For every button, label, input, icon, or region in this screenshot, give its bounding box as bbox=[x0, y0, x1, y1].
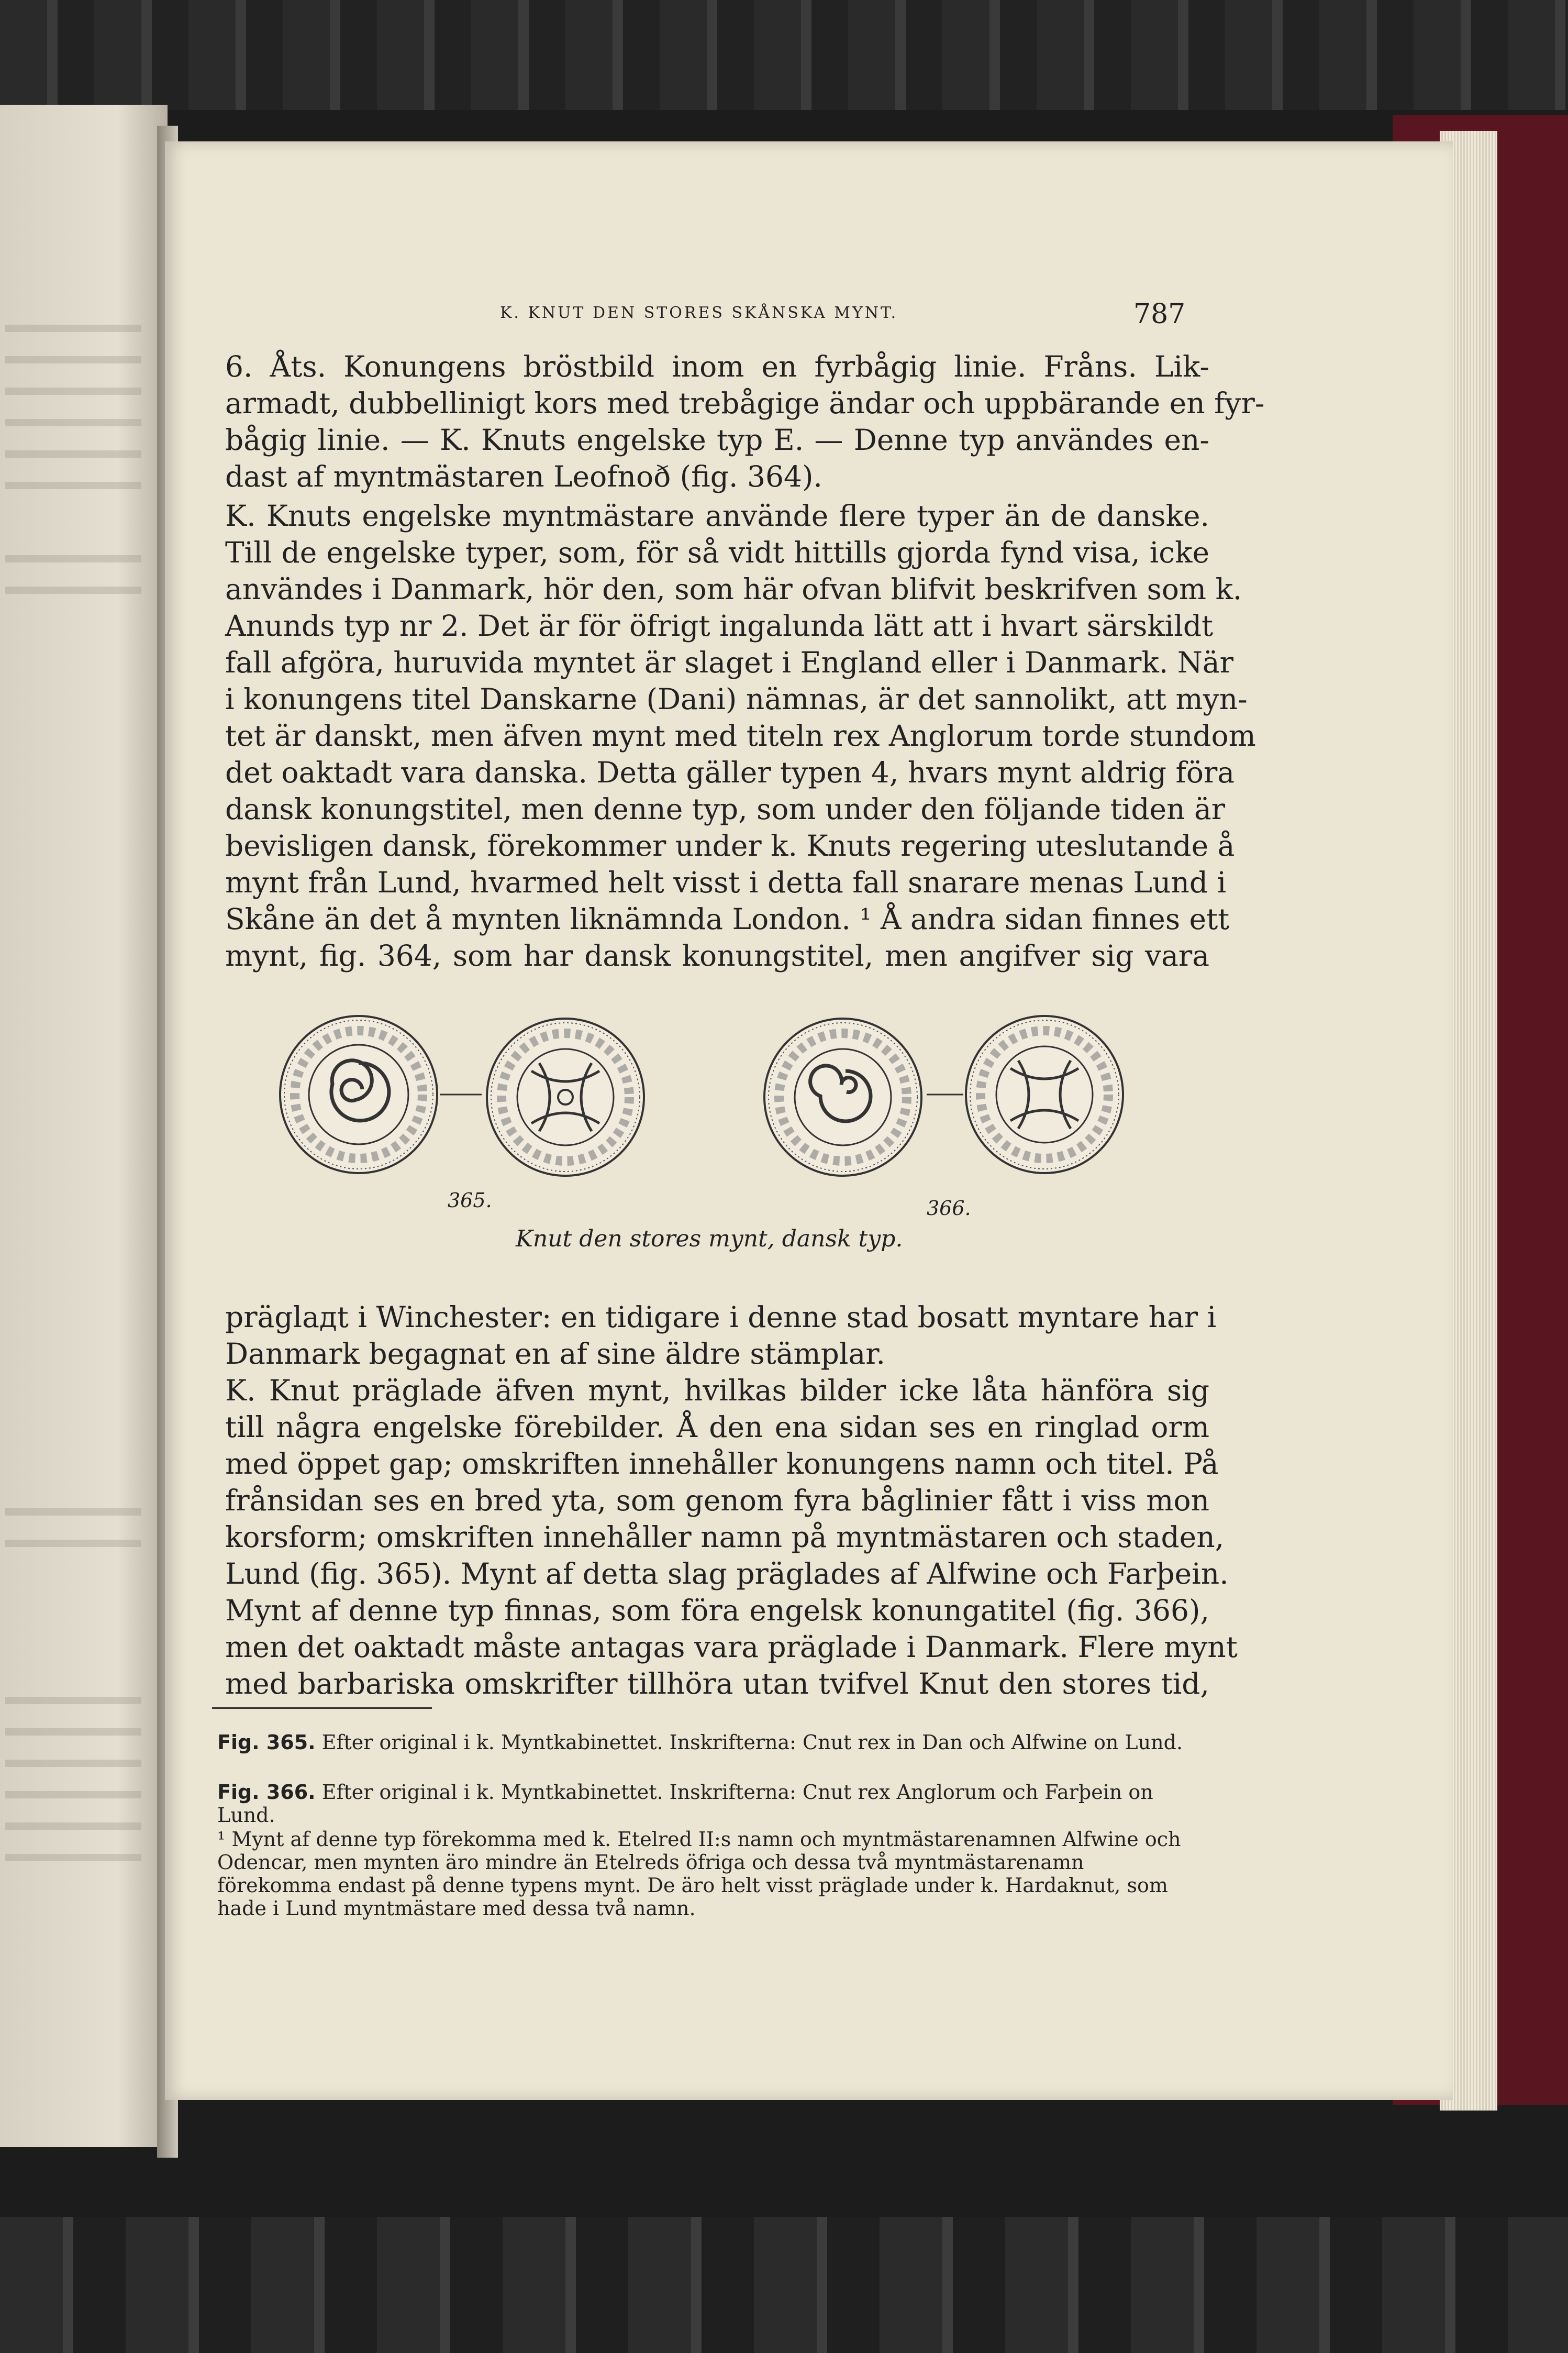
scanner-top-band bbox=[0, 0, 1568, 110]
coin-366-connector bbox=[927, 1089, 963, 1100]
text-line: det oaktadt vara danska. Detta gäller typen 4, hvars mynt aldrig föra bbox=[225, 756, 1235, 789]
paragraph-6 bbox=[225, 348, 1265, 495]
text-line: Lund (fig. 365). Mynt af detta slag präglades af Alfwine och Farþein. bbox=[225, 1557, 1229, 1590]
paragraph-typer bbox=[225, 498, 1256, 974]
text-line: bevisligen dansk, förekommer under k. Knuts regering uteslutande å bbox=[225, 829, 1235, 863]
text-line: korsform; omskriften innehåller namn på myntmästaren och staden, bbox=[225, 1520, 1225, 1554]
text-line: mynt, fig. 364, som har dansk konungstitel, men angifver sig vara bbox=[225, 939, 1209, 973]
footnote-text: Efter original i k. Myntkabinettet. Inskrifterna: Cnut rex in Dan och Alfwine on Lund. bbox=[321, 1731, 1183, 1754]
text-line: men det oaktadt måste antagas vara präglade i Danmark. Flere mynt bbox=[225, 1630, 1238, 1664]
running-header: K. KNUT DEN STORES SKÅNSKA MYNT. bbox=[500, 304, 898, 322]
text-line: dast af myntmästaren Leofnoð (fig. 364). bbox=[225, 460, 822, 493]
text-line: 6. Åts. Konungens bröstbild inom en fyrbågig linie. Fråns. Lik- bbox=[225, 350, 1209, 383]
footnote-fig-366 bbox=[217, 1781, 1191, 1827]
page-number: 787 bbox=[1133, 299, 1186, 330]
paragraph-winchester bbox=[225, 1299, 1217, 1372]
coin-366-obverse bbox=[759, 1013, 927, 1181]
text-line: mynt från Lund, hvarmed helt visst i detta fall snarare menas Lund i bbox=[225, 866, 1227, 899]
figure-366-label: 366. bbox=[927, 1197, 971, 1220]
text-line: fall afgöra, huruvida myntet är slaget i England eller i Danmark. När bbox=[225, 646, 1233, 679]
coin-365-reverse bbox=[482, 1013, 649, 1181]
footnote-label: Fig. 365. bbox=[217, 1731, 316, 1754]
coin-366-reverse bbox=[961, 1011, 1128, 1178]
text-line: dansk konungstitel, men denne typ, som under den följande tiden är bbox=[225, 792, 1226, 826]
scanner-bottom-band bbox=[0, 2217, 1568, 2353]
text-line: Anunds typ nr 2. Det är för öfrigt ingalunda lätt att i hvart särskildt bbox=[225, 609, 1214, 643]
text-line: i konungens titel Danskarne (Dani) nämnas, är det sannolikt, att myn- bbox=[225, 682, 1248, 716]
footnote-fig-365 bbox=[217, 1731, 1191, 1754]
text-line: till några engelske förebilder. Å den ena sidan ses en ringlad orm bbox=[225, 1410, 1209, 1444]
text-line: präglадt i Winchester: en tidigare i denne stad bosatt myntare har i bbox=[225, 1300, 1217, 1334]
text-line: Danmark begagnat en af sine äldre stämplar. bbox=[225, 1337, 885, 1371]
coin-365-connector bbox=[440, 1089, 482, 1100]
text-line: med öppet gap; omskriften innehåller konungens namn och titel. På bbox=[225, 1447, 1219, 1481]
facing-page bbox=[0, 105, 168, 2147]
footnote-mark: ¹ bbox=[217, 1828, 226, 1851]
text-line: med barbariska omskrifter tillhöra utan tvifvel Knut den stores tid, bbox=[225, 1667, 1209, 1700]
footnote-divider bbox=[212, 1707, 432, 1709]
figure-caption: Knut den stores mynt, dansk typ. bbox=[516, 1225, 903, 1252]
text-line: bågig linie. — K. Knuts engelske typ E. — Denne typ användes en- bbox=[225, 423, 1209, 457]
text-line: K. Knuts engelske myntmästare använde flere typer än de danske. bbox=[225, 499, 1209, 533]
footnote-text: Efter original i k. Myntkabinettet. Inskrifterna: Cnut rex Anglorum och Farþein on Lund. bbox=[217, 1781, 1153, 1827]
text-line: användes i Danmark, hör den, som här ofvan blifvit beskrifven som k. bbox=[225, 572, 1242, 606]
figure-365-label: 365. bbox=[448, 1189, 492, 1212]
footnote-1 bbox=[217, 1828, 1191, 1920]
coin-365-obverse bbox=[275, 1011, 442, 1178]
footnote-label: Fig. 366. bbox=[217, 1781, 316, 1804]
text-line: K. Knut präglade äfven mynt, hvilkas bilder icke låta hänföra sig bbox=[225, 1374, 1209, 1407]
text-line: tet är danskt, men äfven mynt med titeln rex Anglorum torde stundom bbox=[225, 719, 1256, 753]
text-line: Skåne än det å mynten liknämnda London. ¹ Å andra sidan finnes ett bbox=[225, 902, 1230, 936]
text-line: Mynt af denne typ finnas, som föra engelsk konungatitel (fig. 366), bbox=[225, 1594, 1209, 1627]
footnote-text: Mynt af denne typ förekomma med k. Etelred II:s namn och myntmästarenamnen Alfwine och Odencar, men mynten äro mindre än Etelreds öfriga och dessa två myntmästarenamn förekomma endast på denne typens mynt. De äro helt visst präglade under k. Hardaknut, som hade i Lund myntmästare med dessa två namn. bbox=[217, 1828, 1181, 1920]
text-line: Till de engelske typer, som, för så vidt hittills gjorda fynd visa, icke bbox=[225, 536, 1209, 569]
text-line: frånsidan ses en bred yta, som genom fyra båglinier fått i viss mon bbox=[225, 1484, 1209, 1517]
text-line: armadt, dubbellinigt kors med trebågige ändar och uppbärande en fyr- bbox=[225, 386, 1265, 420]
paragraph-knut-mynt bbox=[225, 1372, 1238, 1702]
